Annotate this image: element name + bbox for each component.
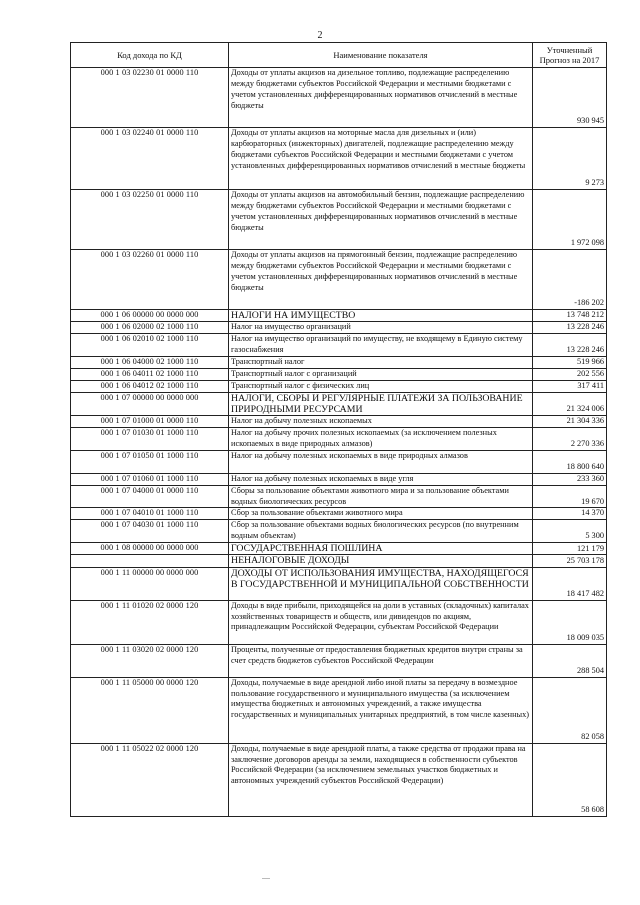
row-code: 000 1 11 01020 02 0000 120 — [71, 600, 229, 644]
table-row — [71, 520, 607, 543]
row-value: 18 009 035 — [533, 600, 607, 644]
row-value: 930 945 — [533, 68, 607, 128]
table-row — [71, 380, 607, 392]
row-value: 19 670 — [533, 485, 607, 508]
row-name: Транспортный налог — [229, 356, 533, 368]
row-name: Сбор за пользование объектами животного мира — [229, 508, 533, 520]
row-code: 000 1 03 02240 01 0000 110 — [71, 128, 229, 190]
row-code: 000 1 07 01060 01 1000 110 — [71, 473, 229, 485]
table-row — [71, 392, 607, 415]
row-value: 82 058 — [533, 677, 607, 743]
row-value: 5 300 — [533, 520, 607, 543]
table-row — [71, 310, 607, 322]
row-name: Налог на имущество организаций по имуществу, не входящему в Единую систему газоснабжения — [229, 334, 533, 357]
row-code: 000 1 11 05022 02 0000 120 — [71, 743, 229, 816]
row-code: 000 1 07 00000 00 0000 000 — [71, 392, 229, 415]
table-row — [71, 250, 607, 310]
row-value: 317 411 — [533, 380, 607, 392]
row-name: Сборы за пользование объектами животного мира и за пользование объектами водных биологических ресурсов — [229, 485, 533, 508]
row-name: Налог на добычу полезных ископаемых — [229, 416, 533, 428]
row-code: 000 1 07 01050 01 1000 110 — [71, 450, 229, 473]
table-row — [71, 427, 607, 450]
row-code: 000 1 06 02000 02 1000 110 — [71, 322, 229, 334]
row-code: 000 1 03 02260 01 0000 110 — [71, 250, 229, 310]
row-code: 000 1 07 04010 01 1000 110 — [71, 508, 229, 520]
row-code: 000 1 07 01000 01 0000 110 — [71, 416, 229, 428]
table-row — [71, 677, 607, 743]
row-name: Транспортный налог с организаций — [229, 368, 533, 380]
scan-mark — [262, 878, 270, 879]
row-value: 519 966 — [533, 356, 607, 368]
row-code: 000 1 11 03020 02 0000 120 — [71, 644, 229, 677]
row-value: 202 556 — [533, 368, 607, 380]
row-value: 288 504 — [533, 644, 607, 677]
table-row — [71, 356, 607, 368]
row-name: Налог на добычу полезных ископаемых в виде природных алмазов — [229, 450, 533, 473]
table-row — [71, 567, 607, 600]
table-row — [71, 473, 607, 485]
row-name: Доходы в виде прибыли, приходящейся на доли в уставных (складочных) капиталах хозяйственных товариществ и обществ, или дивидендов по акциям, принадлежащим Российской Федерации, субъектам Российской Федерации — [229, 600, 533, 644]
page-number: 2 — [317, 30, 323, 41]
row-value: 58 608 — [533, 743, 607, 816]
table-row — [71, 68, 607, 128]
row-name: Сбор за пользование объектами водных биологических ресурсов (по внутренним водным объектам) — [229, 520, 533, 543]
row-name: ДОХОДЫ ОТ ИСПОЛЬЗОВАНИЯ ИМУЩЕСТВА, НАХОДЯЩЕГОСЯ В ГОСУДАРСТВЕННОЙ И МУНИЦИПАЛЬНОЙ СОБСТВЕННОСТИ — [229, 567, 533, 600]
table-row — [71, 416, 607, 428]
row-value: 21 324 006 — [533, 392, 607, 415]
row-code: 000 1 06 04011 02 1000 110 — [71, 368, 229, 380]
table-row — [71, 543, 607, 555]
row-code: 000 1 06 02010 02 1000 110 — [71, 334, 229, 357]
row-value: 21 304 336 — [533, 416, 607, 428]
row-value: 121 179 — [533, 543, 607, 555]
row-value: 25 703 178 — [533, 555, 607, 567]
row-code: 000 1 08 00000 00 0000 000 — [71, 543, 229, 555]
row-code: 000 1 11 00000 00 0000 000 — [71, 567, 229, 600]
header-value: Уточненный Прогноз на 2017 — [533, 43, 607, 68]
row-code: 000 1 11 05000 00 0000 120 — [71, 677, 229, 743]
row-name: Доходы, получаемые в виде арендной либо иной платы за передачу в возмездное пользование государственного и муниципального имущества (за исключением имущества бюджетных и автономных учреждений, а также имущества государственных и муниципальных унитарных предприятий, в том числе казенных) — [229, 677, 533, 743]
row-value: 18 800 640 — [533, 450, 607, 473]
row-name: Налог на добычу полезных ископаемых в виде угля — [229, 473, 533, 485]
row-name: Транспортный налог с физических лиц — [229, 380, 533, 392]
row-value: 2 270 336 — [533, 427, 607, 450]
row-value: 18 417 482 — [533, 567, 607, 600]
table-row — [71, 485, 607, 508]
row-value: 233 360 — [533, 473, 607, 485]
row-name: Доходы, получаемые в виде арендной платы, а также средства от продажи права на заключение договоров аренды за земли, находящиеся в собственности субъектов Российской Федерации (за исключением земельных участков бюджетных и автономных учреждений субъектов Российской Федерации) — [229, 743, 533, 816]
row-code: 000 1 07 04000 01 0000 110 — [71, 485, 229, 508]
table-header-row — [71, 43, 607, 68]
row-code: 000 1 06 04000 02 1000 110 — [71, 356, 229, 368]
table-row — [71, 450, 607, 473]
header-name: Наименование показателя — [229, 43, 533, 68]
row-code: 000 1 07 01030 01 1000 110 — [71, 427, 229, 450]
row-value: 13 228 246 — [533, 322, 607, 334]
row-value: 9 273 — [533, 128, 607, 190]
row-value: 14 370 — [533, 508, 607, 520]
revenue-table — [70, 42, 607, 817]
row-code: 000 1 06 04012 02 1000 110 — [71, 380, 229, 392]
table-row — [71, 644, 607, 677]
row-name: НАЛОГИ, СБОРЫ И РЕГУЛЯРНЫЕ ПЛАТЕЖИ ЗА ПОЛЬЗОВАНИЕ ПРИРОДНЫМИ РЕСУРСАМИ — [229, 392, 533, 415]
header-code: Код дохода по КД — [71, 43, 229, 68]
row-name: ГОСУДАРСТВЕННАЯ ПОШЛИНА — [229, 543, 533, 555]
row-name: Доходы от уплаты акцизов на прямогонный бензин, подлежащие распределению между бюджетами субъектов Российской Федерации и местными бюджетами с учетом установленных дифференцированных нормативов отчислений в местные бюджеты — [229, 250, 533, 310]
row-name: Доходы от уплаты акцизов на моторные масла для дизельных и (или) карбюраторных (инжекторных) двигателей, подлежащие распределению между бюджетами субъектов Российской Федерации и местными бюджетами с учетом установленных дифференцированных нормативов отчислений в местные бюджеты — [229, 128, 533, 190]
table-row — [71, 128, 607, 190]
row-name: НЕНАЛОГОВЫЕ ДОХОДЫ — [229, 555, 533, 567]
table-row — [71, 368, 607, 380]
row-value: 13 228 246 — [533, 334, 607, 357]
row-code: 000 1 06 00000 00 0000 000 — [71, 310, 229, 322]
row-code: 000 1 03 02250 01 0000 110 — [71, 190, 229, 250]
row-name: Доходы от уплаты акцизов на автомобильный бензин, подлежащие распределению между бюджетами субъектов Российской Федерации и местными бюджетами с учетом установленных дифференцированных нормативов отчислений в местные бюджеты — [229, 190, 533, 250]
row-code: 000 1 03 02230 01 0000 110 — [71, 68, 229, 128]
table-row — [71, 508, 607, 520]
table-row — [71, 190, 607, 250]
row-code: 000 1 07 04030 01 1000 110 — [71, 520, 229, 543]
row-value: -186 202 — [533, 250, 607, 310]
table-row — [71, 600, 607, 644]
row-code — [71, 555, 229, 567]
row-value: 13 748 212 — [533, 310, 607, 322]
row-name: НАЛОГИ НА ИМУЩЕСТВО — [229, 310, 533, 322]
row-name: Проценты, полученные от предоставления бюджетных кредитов внутри страны за счет средств бюджетов субъектов Российской Федерации — [229, 644, 533, 677]
table-row — [71, 322, 607, 334]
row-name: Налог на имущество организаций — [229, 322, 533, 334]
row-value: 1 972 098 — [533, 190, 607, 250]
table-row — [71, 743, 607, 816]
table-row — [71, 334, 607, 357]
table-row — [71, 555, 607, 567]
row-name: Доходы от уплаты акцизов на дизельное топливо, подлежащие распределению между бюджетами субъектов Российской Федерации и местными бюджетами с учетом установленных дифференцированных нормативов отчислений в местные бюджеты — [229, 68, 533, 128]
row-name: Налог на добычу прочих полезных ископаемых (за исключением полезных ископаемых в виде природных алмазов) — [229, 427, 533, 450]
